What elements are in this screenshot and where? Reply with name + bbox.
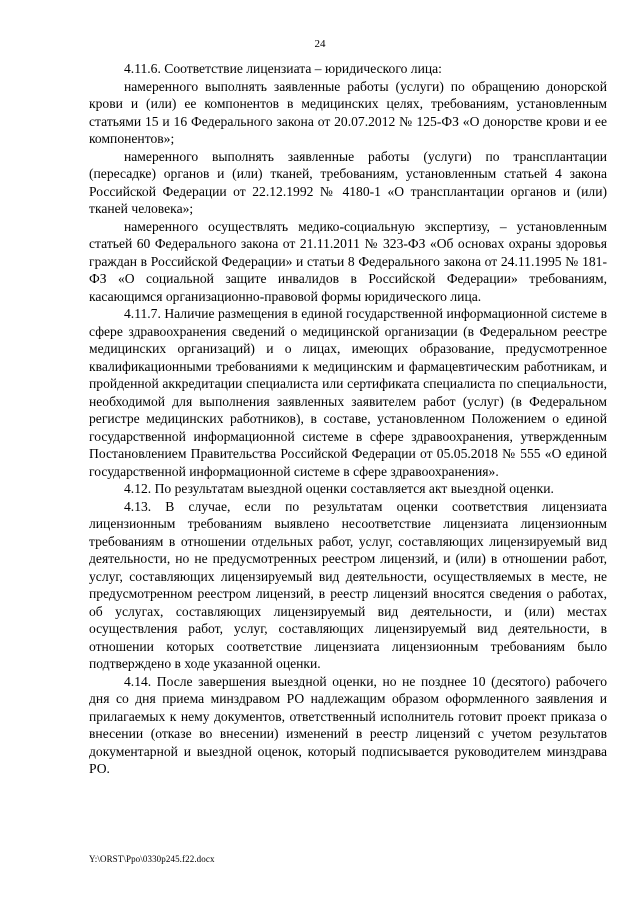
footer-file-path: Y:\ORST\Ppo\0330p245.f22.docx: [89, 854, 215, 864]
page-number: 24: [314, 38, 326, 50]
paragraph-4-11-6: 4.11.6. Соответствие лицензиата – юридического лица:: [124, 61, 442, 76]
paragraph-transplantation: намеренного выполнять заявленные работы (услуги) по трансплантации (пересадке) органов и (или) тканей, требованиям, установленным статьей 4 закона Российской Федерации от 22.12.1992 № 4180-1 «О трансплантации органов и (или) тканей человека»;: [89, 148, 607, 216]
paragraph-4-12: 4.12. По результатам выездной оценки составляется акт выездной оценки.: [124, 481, 554, 496]
paragraph-4-11-7: 4.11.7. Наличие размещения в единой государственной информационной системе в сфере здравоохранения сведений о медицинской организации (в Федеральном реестре медицинских организаций) и о лицах, имеющих образование, предусмотренное квалификационными требованиями к медицинским и фармацевтическим работникам, и пройденной аккредитации специалиста или сертификата специалиста по специальности, необходимой для выполнения заявленных заявителем работ (услуг) (в Федеральном регистре медицинских работников), в составе, установленном Положением о единой государственной информационной системе в сфере здравоохранения, утвержденным Постановлением Правительства Российской Федерации от 05.05.2018 № 555 «О единой государственной информационной системе в сфере здравоохранения».: [89, 306, 607, 479]
paragraph-donor-blood: намеренного выполнять заявленные работы (услуги) по обращению донорской крови и (или) ее компонентов в медицинских целях, требованиям, установленным статьями 15 и 16 Федерального закона от 20.07.2012 № 125-ФЗ «О донорстве крови и ее компонентов»;: [89, 78, 607, 146]
paragraph-4-14: 4.14. После завершения выездной оценки, но не позднее 10 (десятого) рабочего дня со дня приема минздравом РО надлежащим образом оформленного заявления и прилагаемых к нему документов, ответственный исполнитель готовит проект приказа о внесении (отказе во внесении) изменений в реестр лицензий с учетом результатов документарной и выездной оценок, который подписывается руководителем минздрава РО.: [89, 673, 607, 776]
document-body: [89, 60, 607, 778]
paragraph-medical-social-expertise: намеренного осуществлять медико-социальную экспертизу, – установленным статьей 60 Федерального закона от 21.11.2011 № 323-ФЗ «Об основах охраны здоровья граждан в Российской Федерации» и статьи 8 Федерального закона от 24.11.1995 № 181-ФЗ «О социальной защите инвалидов в Российской Федерации» требованиям, касающимся организационно-правовой формы юридического лица.: [89, 218, 607, 304]
paragraph-4-13: 4.13. В случае, если по результатам оценки соответствия лицензиата лицензионным требованиям выявлено несоответствие лицензиата лицензионным требованиям в отношении отдельных работ, услуг, составляющих лицензируемый вид деятельности, но не предусмотренных реестром лицензий, и (или) в отношении работ, услуг, составляющих лицензируемый вид деятельности, осуществляемых в месте, не предусмотренном реестром лицензий, в реестр лицензий вносятся сведения о работах, об услугах, составляющих лицензируемый вид деятельности, и (или) местах осуществления работ, услуг, составляющих лицензируемый вид деятельности, в отношении которых соответствие лицензиата лицензионным требованиям было подтверждено в ходе указанной оценки.: [89, 498, 607, 671]
